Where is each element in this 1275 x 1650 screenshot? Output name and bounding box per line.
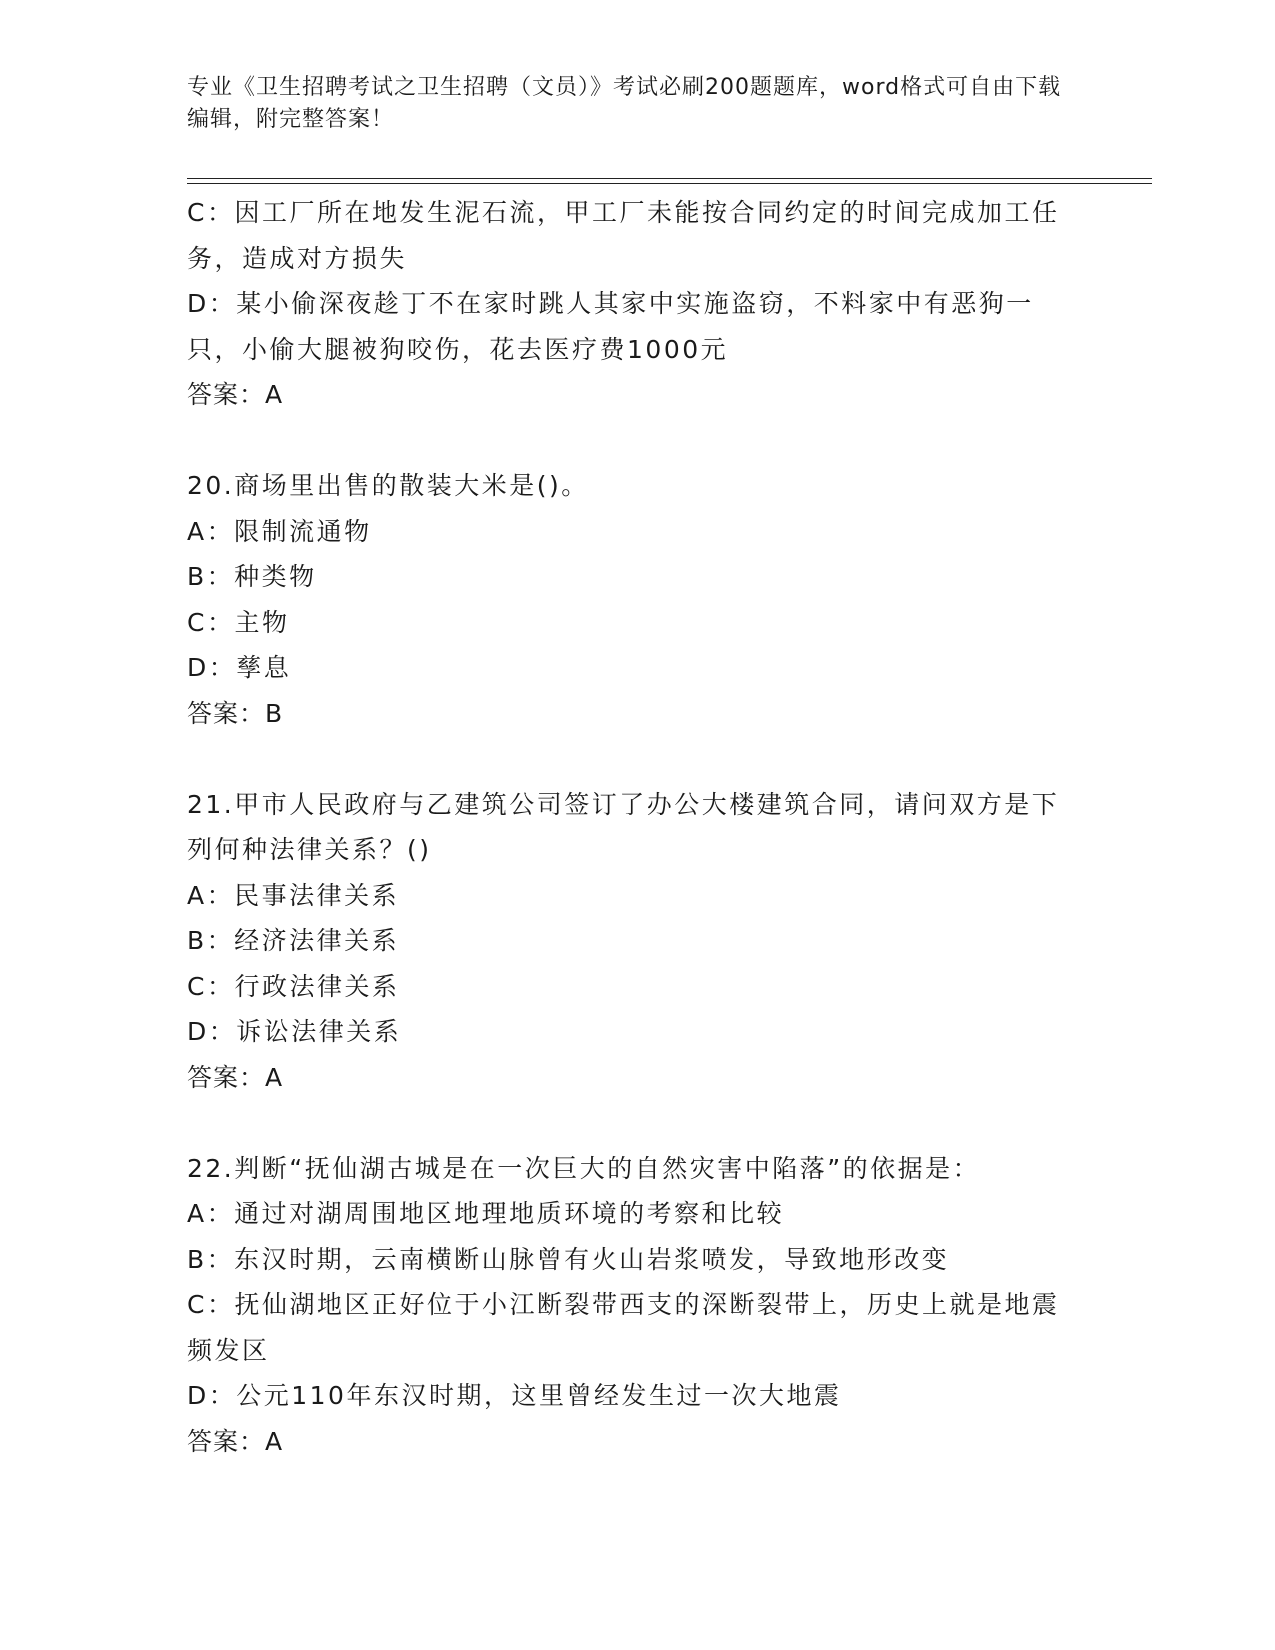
answer-line: 答案：B xyxy=(187,698,284,728)
option-a: A：民事法律关系 xyxy=(187,880,400,910)
option-c: C：主物 xyxy=(187,607,290,637)
spacer xyxy=(187,1100,1067,1146)
spacer xyxy=(187,418,1067,464)
option-a: A：通过对湖周围地区地理地质环境的考察和比较 xyxy=(187,1199,785,1228)
question-block-21 xyxy=(187,782,1067,1101)
question-stem: 22.判断“抚仙湖古城是在一次巨大的自然灾害中陷落”的依据是： xyxy=(187,1153,981,1183)
option-c: C：因工厂所在地发生泥石流，甲工厂未能按合同约定的时间完成加工任务，造成对方损失 xyxy=(187,198,1060,273)
option-c: C：行政法律关系 xyxy=(187,971,400,1001)
spacer xyxy=(187,736,1067,782)
option-d: D：孳息 xyxy=(187,653,292,682)
header-divider-bottom xyxy=(187,183,1152,184)
question-stem: 21.甲市人民政府与乙建筑公司签订了办公大楼建筑合同，请问双方是下列何种法律关系？() xyxy=(187,789,1060,864)
option-b: B：经济法律关系 xyxy=(187,926,400,955)
document-header-title: 专业《卫生招聘考试之卫生招聘（文员）》考试必刷200题题库，word格式可自由下载编辑，附完整答案！ xyxy=(187,75,1062,132)
question-stem: 20.商场里出售的散装大米是()。 xyxy=(187,471,589,500)
option-a: A：限制流通物 xyxy=(187,516,372,546)
answer-line: 答案：A xyxy=(187,1062,284,1092)
answer-line: 答案：A xyxy=(187,380,284,409)
option-d: D：公元110年东汉时期，这里曾经发生过一次大地震 xyxy=(187,1381,842,1410)
option-d: D：诉讼法律关系 xyxy=(187,1017,402,1046)
question-list xyxy=(187,190,1067,1464)
question-block-19 xyxy=(187,190,1067,418)
option-c: C：抚仙湖地区正好位于小江断裂带西支的深断裂带上，历史上就是地震频发区 xyxy=(187,1290,1060,1365)
option-d: D：某小偷深夜趁丁不在家时跳人其家中实施盗窃，不料家中有恶狗一只，小偷大腿被狗咬伤，花去医疗费1000元 xyxy=(187,289,1034,364)
question-block-20 xyxy=(187,463,1067,736)
answer-line: 答案：A xyxy=(187,1426,284,1456)
header-divider-top xyxy=(187,178,1152,179)
option-b: B：种类物 xyxy=(187,562,317,591)
option-b: B：东汉时期，云南横断山脉曾有火山岩浆喷发，导致地形改变 xyxy=(187,1244,950,1274)
question-block-22 xyxy=(187,1146,1067,1465)
